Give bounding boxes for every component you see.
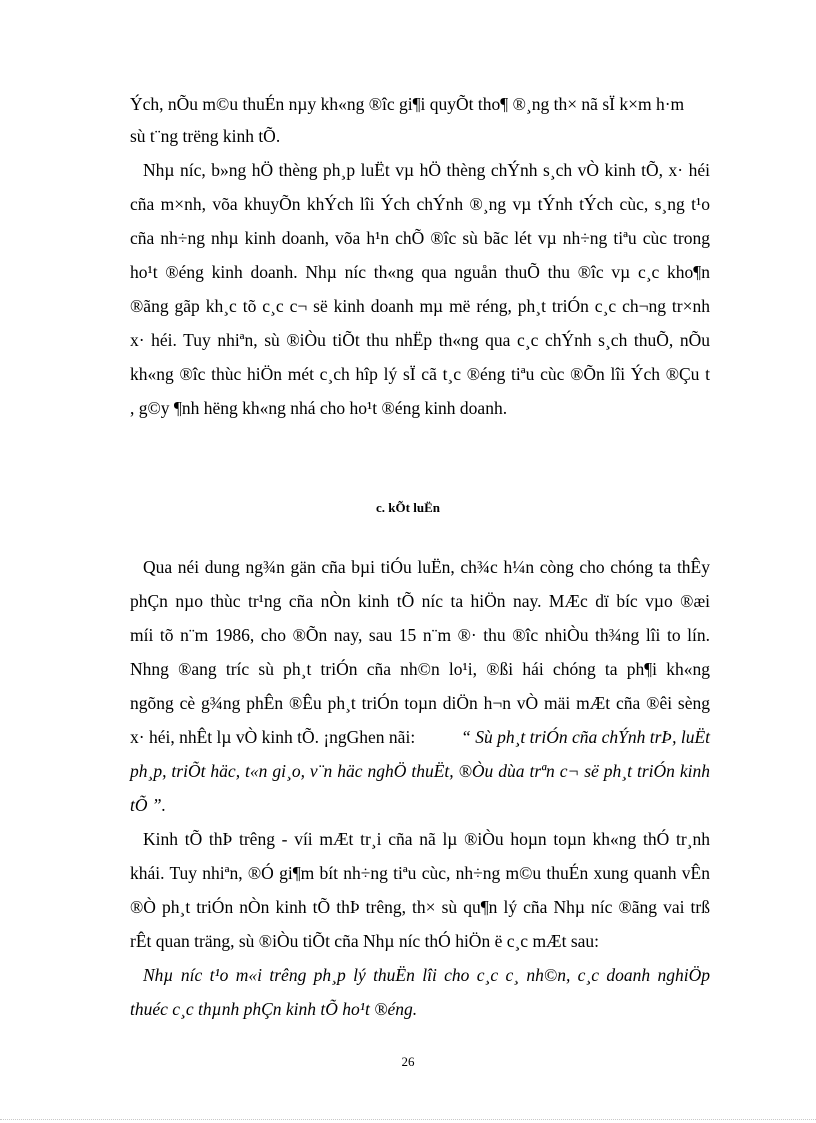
paragraph-line: cña m×nh, võa khuyÕn khÝch lîi Ých chÝnh ®¸ng vµ tÝnh tÝch cùc, s¸ng t¹o (130, 194, 710, 214)
paragraph-text: x· héi, nhÊt lµ vÒ kinh tÕ. ¡ngGhen nãi: (130, 727, 416, 747)
paragraph-line: thuéc c¸c thµnh phÇn kinh tÕ ho¹t ®éng. (130, 999, 418, 1019)
page-number: 26 (401, 1054, 415, 1069)
page-bottom-border (0, 1119, 816, 1120)
paragraph-line: khái. Tuy nhiªn, ®Ó gi¶m bít nh÷ng tiªu cùc, nh÷ng m©u thuÉn xung quanh vÊn (130, 863, 710, 883)
section-heading: c. kÕt luËn (376, 500, 440, 515)
paragraph-line: cña nh÷ng nhµ kinh doanh, võa h¹n chÕ ®îc sù bãc lét vµ nh÷ng tiªu cùc trong (130, 228, 710, 248)
quote-line: ph¸p, triÕt häc, t«n gi¸o, v¨n häc nghÖ thuËt, ®Òu dùa trªn c¬ së ph¸t triÓn kinh (130, 761, 710, 781)
paragraph-line: Qua néi dung ng¾n gän cña bµi tiÓu luËn, ch¾c h¼n còng cho chóng ta thÊy (143, 557, 710, 577)
paragraph-line: Nhng ®ang tríc sù ph¸t triÓn cña nh©n lo¹i, ®ßi hái chóng ta ph¶i kh«ng (130, 659, 710, 679)
paragraph-line: Ých, nÕu m©u thuÉn nµy kh«ng ®îc gi¶i quyÕt tho¶ ®¸ng th× nã sÏ k×m h·m (130, 94, 685, 114)
paragraph-line: Kinh tÕ thÞ trêng - víi mÆt tr¸i cña nã lµ ®iÒu hoµn toµn kh«ng thÓ tr¸nh (143, 829, 710, 849)
paragraph-line: Nhµ níc t¹o m«i trêng ph¸p lý thuËn lîi cho c¸c c¸ nh©n, c¸c doanh nghiÖp (143, 965, 710, 985)
paragraph-line: phÇn nµo thùc tr¹ng cña nÒn kinh tÕ níc ta hiÖn nay. MÆc dï bíc vµo ®æi (130, 591, 710, 611)
quote-text: “ Sù ph¸t triÓn cña chÝnh trÞ, luËt (461, 727, 710, 747)
quote-line: tÕ ”. (130, 795, 166, 815)
paragraph-line: ®Ò ph¸t triÓn nÒn kinh tÕ thÞ trêng, th× sù qu¶n lý cña Nhµ níc ®ãng vai trß (130, 897, 710, 917)
paragraph-line: , g©y ¶nh hëng kh«ng nhá cho ho¹t ®éng kinh doanh. (130, 398, 508, 418)
paragraph-line: ngõng cè g¾ng phÊn ®Êu ph¸t triÓn toµn diÖn h¬n vÒ mäi mÆt cña ®êi sèng (130, 693, 710, 713)
paragraph-line: kh«ng ®îc thùc hiÖn mét c¸ch hîp lý sÏ cã t¸c ®éng tiªu cùc ®Õn lîi Ých ®Çu t (130, 364, 710, 384)
paragraph-line: sù t¨ng trëng kinh tÕ. (130, 126, 281, 146)
paragraph-line: Nhµ níc, b»ng hÖ thèng ph¸p luËt vµ hÖ thèng chÝnh s¸ch vÒ kinh tÕ, x· héi (143, 160, 710, 180)
paragraph-line: rÊt quan träng, sù ®iÒu tiÕt cña Nhµ níc thÓ hiÖn ë c¸c mÆt sau: (130, 931, 600, 951)
paragraph-line: ho¹t ®éng kinh doanh. Nhµ níc th«ng qua nguån thuÕ thu ®îc vµ c¸c kho¶n (130, 262, 710, 282)
paragraph-line: míi tõ n¨m 1986, cho ®Õn nay, sau 15 n¨m ®· thu ®îc nhiÒu th¾ng lîi to lín. (130, 625, 710, 645)
paragraph-line: ®ãng gãp kh¸c tõ c¸c c¬ së kinh doanh mµ më réng, ph¸t triÓn c¸c ch¬ng tr×nh (130, 296, 710, 316)
paragraph-line: x· héi. Tuy nhiªn, sù ®iÒu tiÕt thu nhËp th«ng qua c¸c chÝnh s¸ch thuÕ, nÕu (130, 330, 710, 350)
paragraph-line (130, 725, 710, 749)
